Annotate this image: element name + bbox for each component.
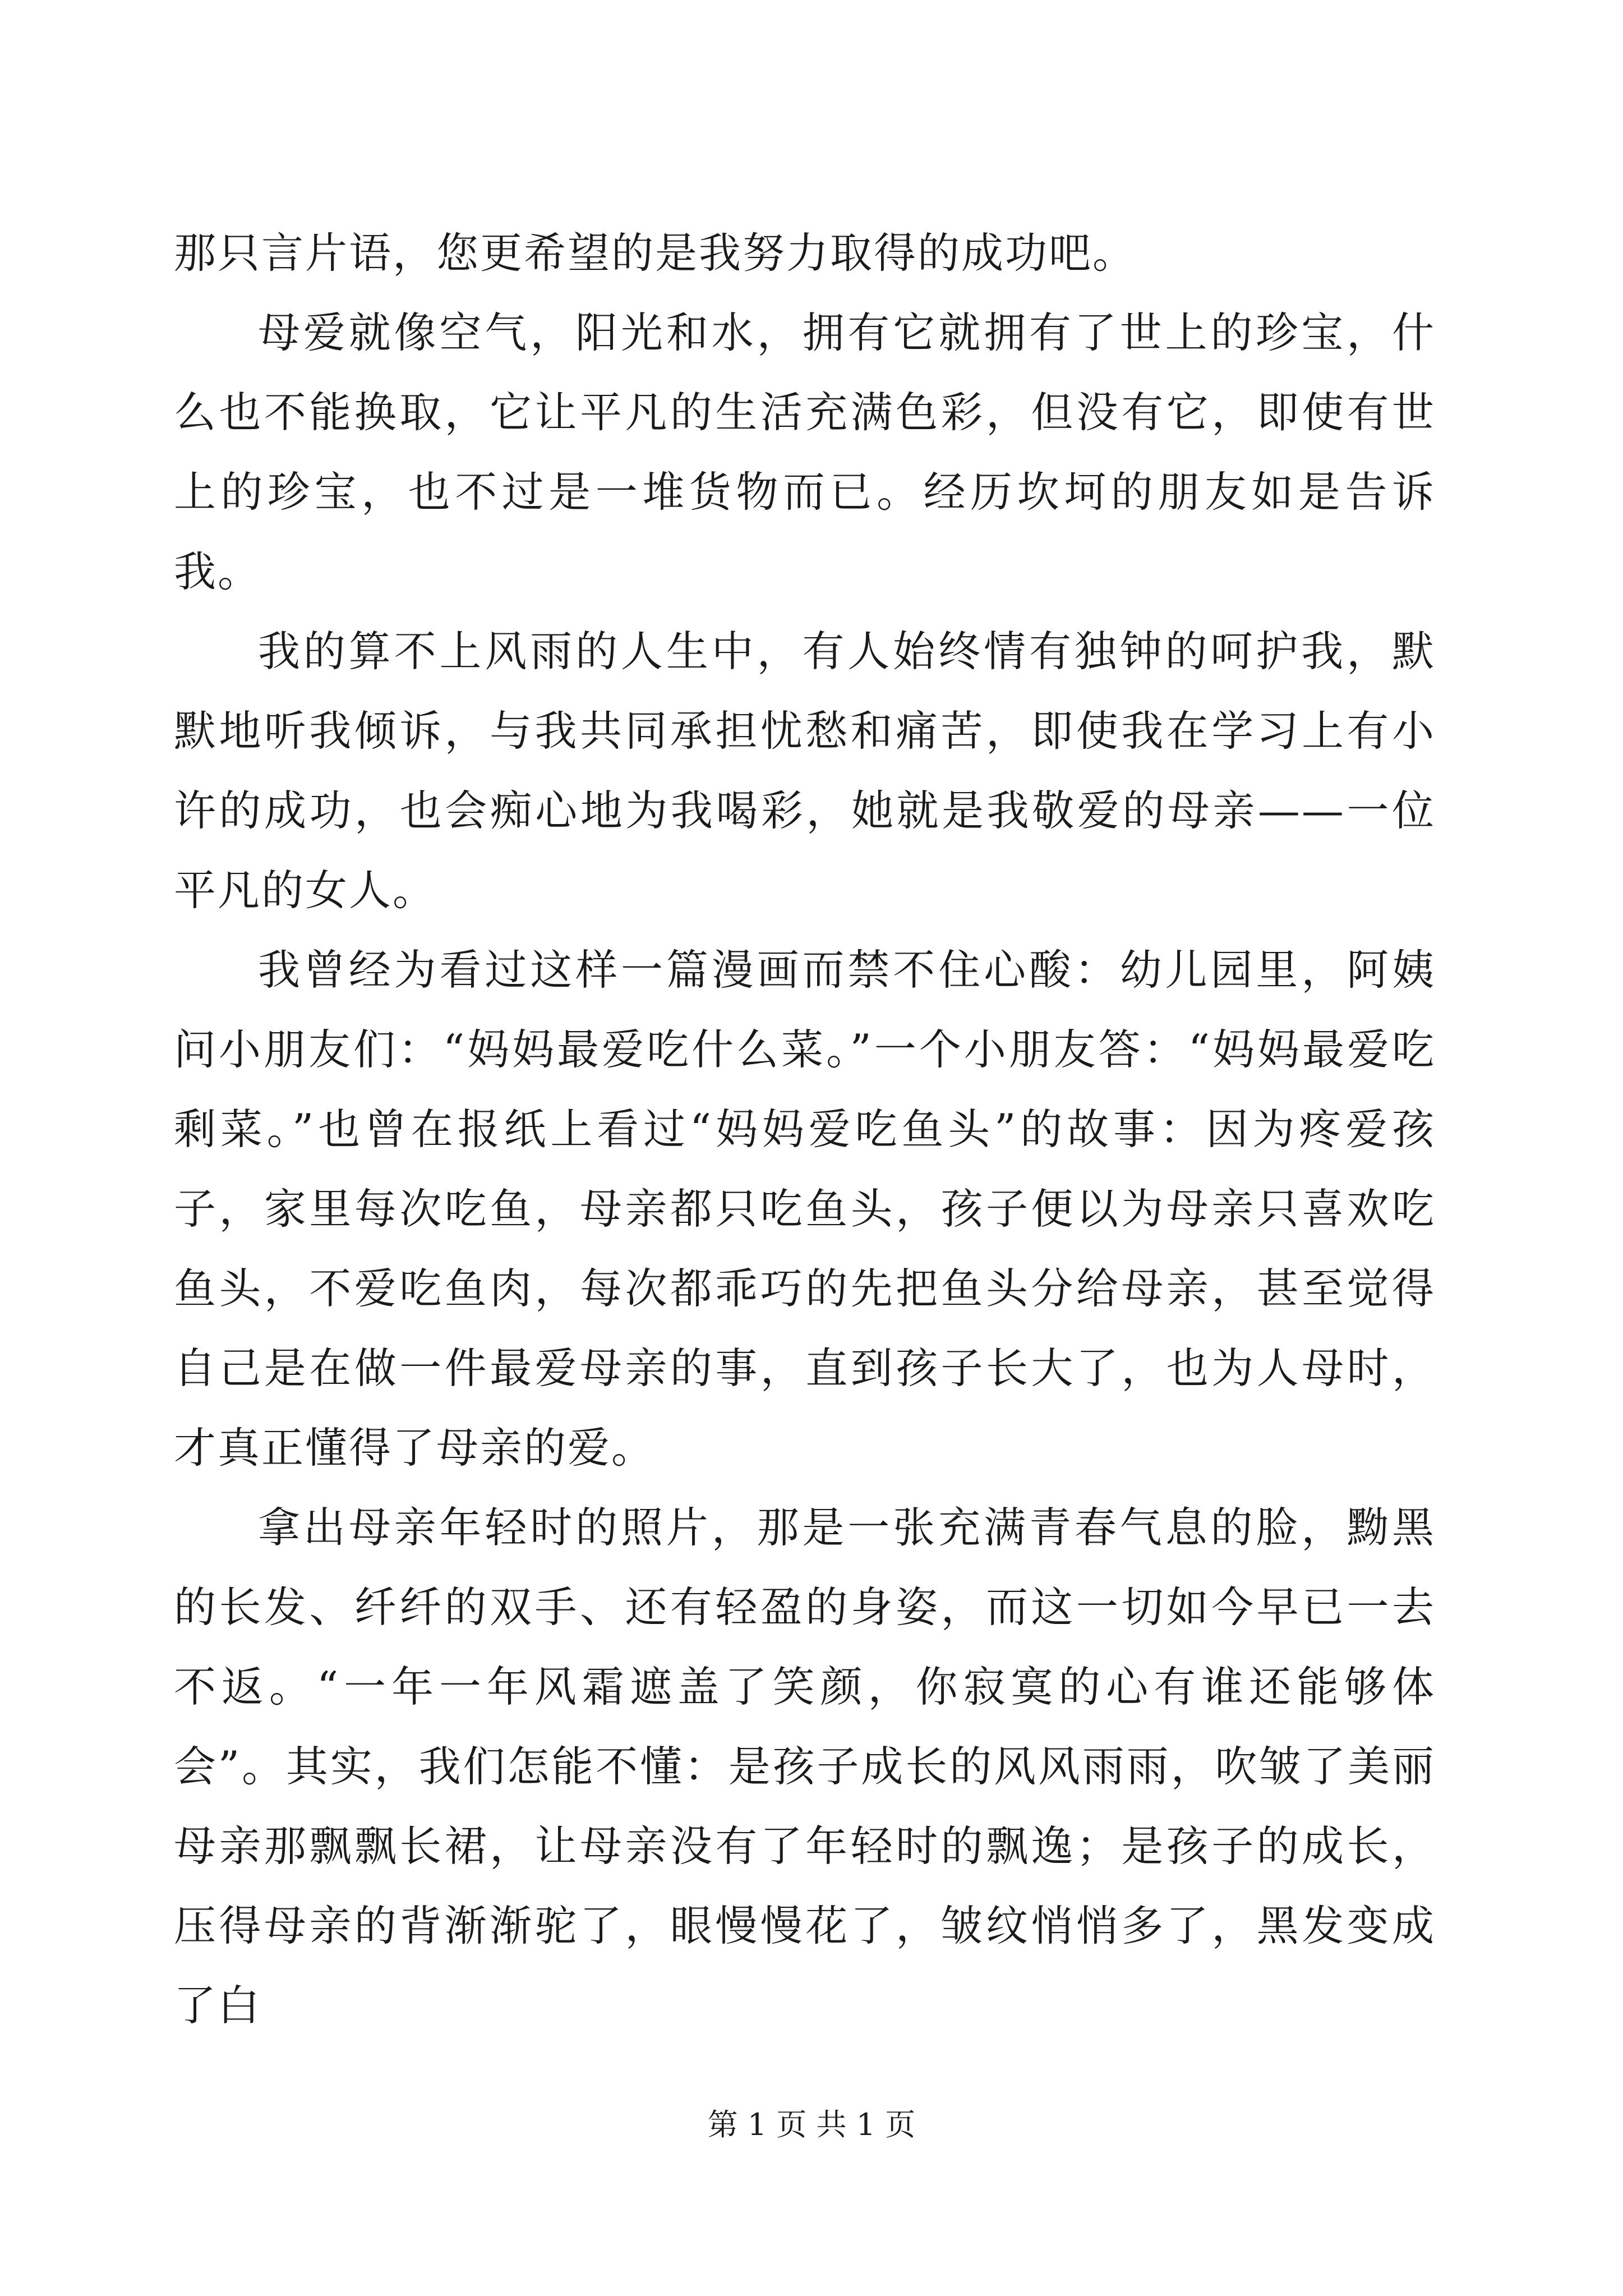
- document-body: [174, 213, 1436, 2045]
- paragraph-4: 我曾经为看过这样一篇漫画而禁不住心酸：幼儿园里，阿姨问小朋友们：“妈妈最爱吃什么菜。”一个小朋友答：“妈妈最爱吃剩菜。”也曾在报纸上看过“妈妈爱吃鱼头”的故事：因为疼爱孩子，家里每次吃鱼，母亲都只吃鱼头，孩子便以为母亲只喜欢吃鱼头，不爱吃鱼肉，每次都乖巧的先把鱼头分给母亲，甚至觉得自己是在做一件最爱母亲的事，直到孩子长大了，也为人母时，才真正懂得了母亲的爱。: [174, 945, 1436, 1473]
- paragraph-2: 母爱就像空气，阳光和水，拥有它就拥有了世上的珍宝，什么也不能换取，它让平凡的生活充满色彩，但没有它，即使有世上的珍宝，也不过是一堆货物而已。经历坎坷的朋友如是告诉我。: [174, 308, 1436, 596]
- paragraph-5: 拿出母亲年轻时的照片，那是一张充满青春气息的脸，黝黑的长发、纤纤的双手、还有轻盈的身姿，而这一切如今早已一去不返。“一年一年风霜遮盖了笑颜，你寂寞的心有谁还能够体会”。其实，我们怎能不懂：是孩子成长的风风雨雨，吹皱了美丽母亲那飘飘长裙，让母亲没有了年轻时的飘逸；是孩子的成长，压得母亲的背渐渐驼了，眼慢慢花了，皱纹悄悄多了，黑发变成了白: [174, 1503, 1436, 2030]
- paragraph-3: 我的算不上风雨的人生中，有人始终情有独钟的呵护我，默默地听我倾诉，与我共同承担忧愁和痛苦，即使我在学习上有小许的成功，也会痴心地为我喝彩，她就是我敬爱的母亲——一位平凡的女人。: [174, 627, 1436, 915]
- page-footer: 第 1 页 共 1 页: [707, 2107, 916, 2142]
- paragraph-1: 那只言片语，您更希望的是我努力取得的成功吧。: [174, 228, 1137, 278]
